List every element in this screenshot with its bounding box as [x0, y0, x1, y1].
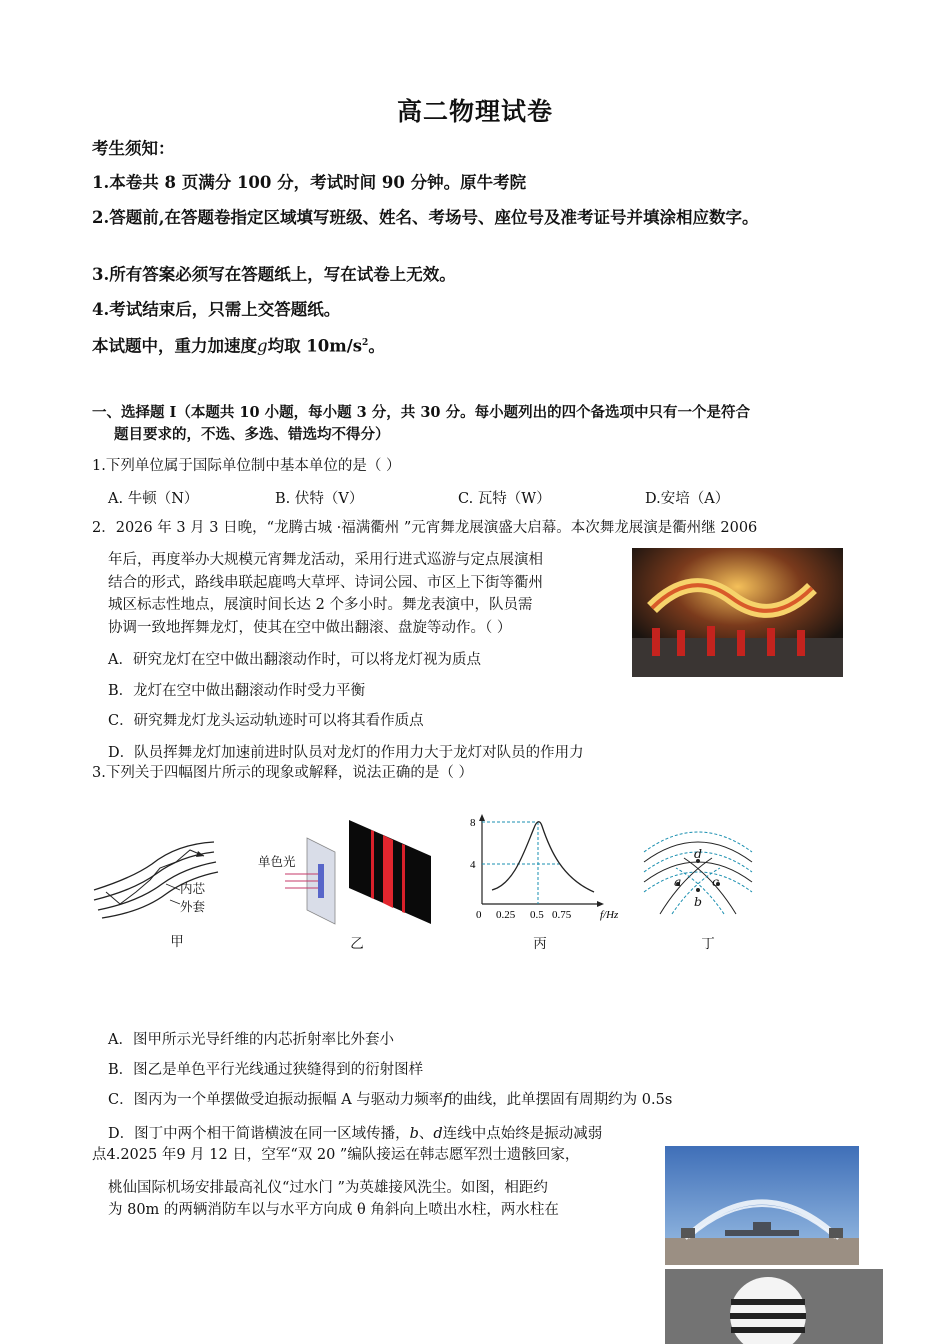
section-heading-line2: 题目要求的，不选、多选、错选均不得分）: [114, 426, 390, 443]
figure-bing-caption: 丙: [533, 936, 547, 952]
q3-option-c-pre: C．图丙为一个单摆做受迫振动振幅 A 与驱动力频率: [108, 1092, 444, 1108]
q2-stem-line1: 2．2026 年 3 月 3 日晚，“龙腾古城 ·福满衢州 ”元宵舞龙展演盛大启幕。本次舞龙展演是衢州继 2006: [92, 520, 758, 536]
gravity-note: [92, 331, 852, 359]
water-salute-photo: [665, 1146, 859, 1265]
svg-text:0.5: 0.5: [530, 909, 544, 921]
figure-ding-caption: 丁: [701, 936, 715, 952]
q1-option-d: D.安培（A）: [645, 491, 730, 507]
notice-item-2: 2.答题前,在答题卷指定区域填写班级、姓名、考场号、座位号及准考证号并填涂相应数字。: [92, 208, 759, 227]
q3-option-c-frequency-symbol: f: [443, 1092, 449, 1108]
gravity-note-post: 均取 10m/s: [267, 336, 363, 356]
q3-stem: 3.下列关于四幅图片所示的现象或解释，说法正确的是（ ）: [92, 765, 473, 781]
figure-yi-light-label: 单色光: [258, 854, 296, 869]
q2-paragraph-line: 城区标志性地点，展演时间长达 2 个多小时。舞龙表演中，队员需: [108, 597, 533, 613]
q4-stem-line3: 为 80m 的两辆消防车以与水平方向成 θ 角斜向上喷出水柱，两水柱在: [108, 1202, 559, 1218]
q3-option-b: B．图乙是单色平行光线通过狭缝得到的衍射图样: [108, 1062, 424, 1078]
q2-paragraph-line: 结合的形式，路线串联起鹿鸣大草坪、诗词公园、市区上下街等衢州: [108, 574, 543, 591]
q4-stem-line1: 点4.2025 年9 月 12 日，空军“双 20 ”编队接运在韩志愿军烈士遗骸回家，: [92, 1147, 580, 1163]
q2-paragraph-line: 年后，再度举办大规模元宵舞龙活动，采用行进式巡游与定点展演相: [108, 552, 543, 568]
q3-option-c: [108, 1088, 672, 1109]
q2-option-a: A．研究龙灯在空中做出翻滚动作时，可以将龙灯视为质点: [108, 652, 481, 668]
sphere-photo: [665, 1269, 883, 1344]
svg-text:f/Hz: f/Hz: [600, 909, 619, 921]
section-heading-line1: 一、选择题 I（本题共 10 小题，每小题 3 分，共 30 分。每小题列出的四个备选项中只有一个是符合: [92, 404, 751, 421]
page-title: 高二物理试卷: [396, 97, 553, 126]
q3-option-d: [108, 1122, 602, 1143]
gravity-note-pre: 本试题中，重力加速度: [92, 336, 257, 356]
q1-option-a: A. 牛顿（N）: [108, 491, 199, 507]
figure-ding-label-d: d: [694, 846, 703, 861]
q3-option-a: A．图甲所示光导纤维的内芯折射率比外套小: [108, 1032, 394, 1048]
q2-option-c: C．研究舞龙灯龙头运动轨迹时可以将其看作质点: [108, 713, 424, 729]
svg-text:8: 8: [470, 817, 476, 829]
notice-heading: 考生须知：: [92, 139, 175, 158]
figure-bing-resonance-chart: [462, 812, 632, 930]
figure-ding-label-a: a: [674, 874, 682, 889]
q3-option-d-d: d: [433, 1126, 443, 1142]
q3-option-c-post: 的曲线，此单摆固有周期约为 0.5s: [448, 1092, 673, 1108]
figure-jia-label-cladding: 外套: [180, 899, 206, 914]
section-heading: [92, 402, 872, 446]
svg-text:0.25: 0.25: [496, 909, 516, 921]
q2-paragraph: [108, 549, 618, 639]
svg-text:0.75: 0.75: [552, 909, 572, 921]
q3-option-d-post: 连线中点始终是振动减弱: [442, 1126, 603, 1142]
q1-option-b: B. 伏特（V）: [275, 491, 364, 507]
gravity-exponent: 2: [362, 338, 369, 348]
figure-ding-label-b: b: [694, 894, 703, 909]
figure-ding-label-c: c: [712, 874, 720, 889]
notice-item-1: 1.本卷共 8 页满分 100 分，考试时间 90 分钟。原牛考院: [92, 173, 527, 192]
q1-option-c: C. 瓦特（W）: [458, 491, 551, 507]
q2-option-b: B．龙灯在空中做出翻滚动作时受力平衡: [108, 683, 366, 699]
figure-jia-label-core: 内芯: [180, 881, 206, 896]
svg-text:4: 4: [470, 859, 476, 871]
notice-item-4: 4.考试结束后，只需上交答题纸。: [92, 300, 341, 319]
gravity-symbol: g: [257, 336, 268, 356]
dragon-dance-photo: [632, 548, 843, 677]
q3-option-d-sep: 、: [418, 1126, 434, 1142]
gravity-note-end: 。: [368, 336, 385, 356]
q4-stem-line2: 桃仙国际机场安排最高礼仪“过水门 ”为英雄接风洗尘。如图，相距约: [108, 1180, 548, 1196]
q2-option-d: D．队员挥舞龙灯加速前进时队员对龙灯的作用力大于龙灯对队员的作用力: [108, 745, 584, 761]
figure-jia-caption: 甲: [170, 934, 184, 950]
figure-yi-caption: 乙: [350, 936, 364, 952]
q1-stem: 1.下列单位属于国际单位制中基本单位的是（ ）: [92, 458, 401, 474]
q3-option-d-pre: D．图丁中两个相干简谐横波在同一区域传播，: [108, 1126, 410, 1142]
q2-paragraph-line: 协调一致地挥舞龙灯，使其在空中做出翻滚、盘旋等动作。（ ）: [108, 619, 512, 636]
q3-option-d-b: b: [409, 1126, 419, 1142]
figure-yi-diffraction: [255, 818, 435, 928]
svg-text:0: 0: [476, 909, 482, 921]
notice-item-3: 3.所有答案必须写在答题纸上，写在试卷上无效。: [92, 265, 456, 284]
